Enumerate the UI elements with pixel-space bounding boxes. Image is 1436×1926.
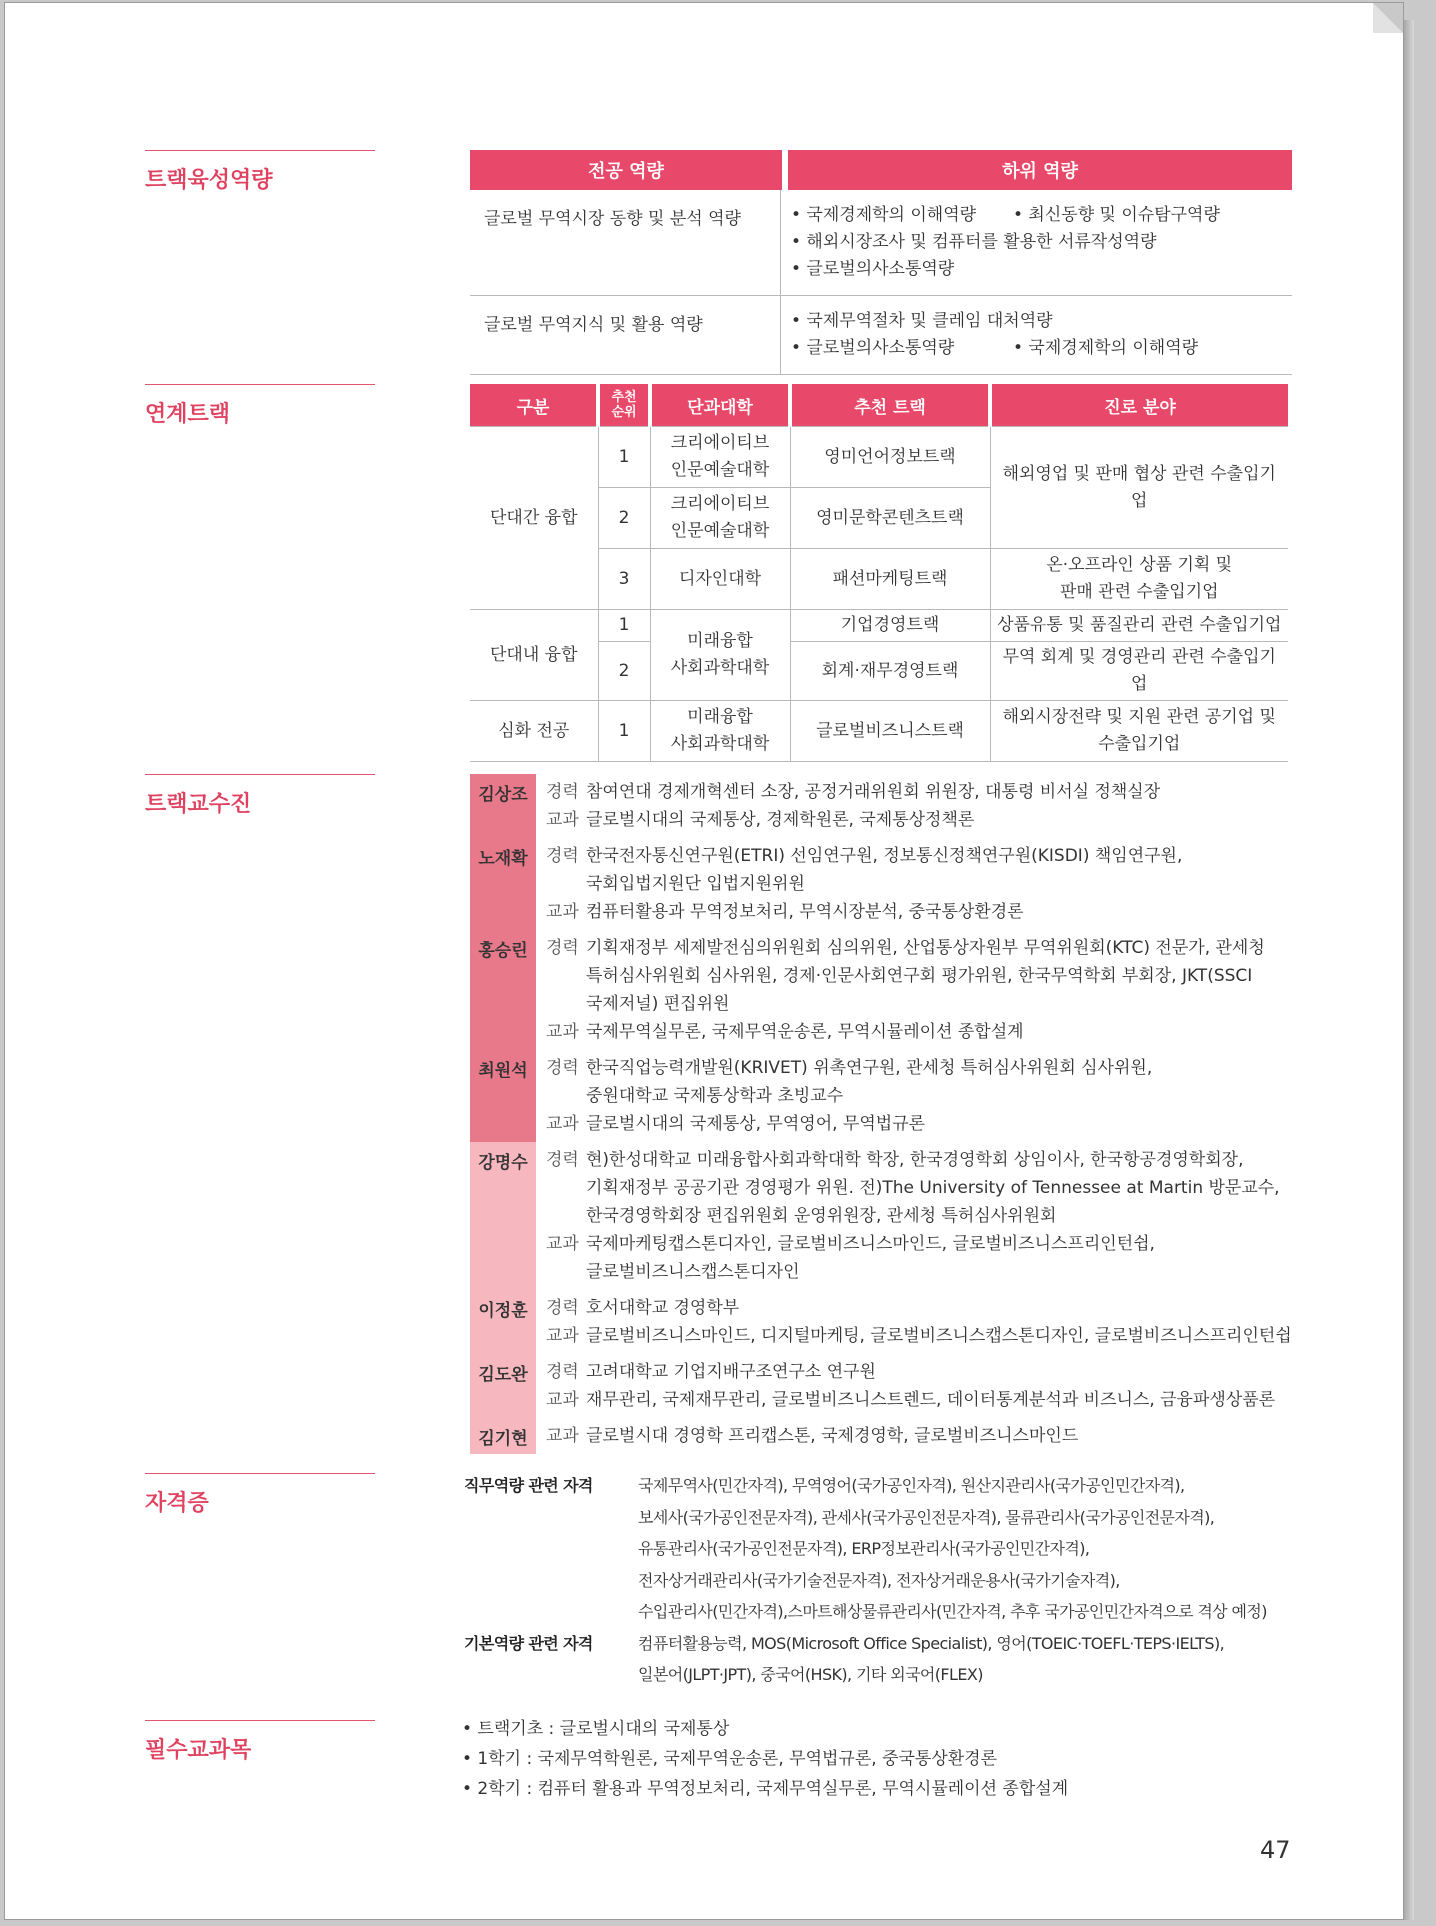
required-course-list bbox=[462, 1714, 1068, 1804]
faculty-line-tag: 교과 bbox=[546, 1234, 579, 1254]
faculty-name: 노재확 bbox=[470, 838, 536, 930]
header-career: 진로 분야 bbox=[990, 384, 1288, 427]
header-track: 추천 트랙 bbox=[790, 384, 990, 427]
career-cell: 상품유통 및 품질관리 관련 수출입기업 bbox=[990, 610, 1288, 642]
sub-competency-item: • 국제무역절차 및 클레임 대처역량 bbox=[791, 311, 1053, 331]
faculty-line-tag: 경력 bbox=[546, 782, 579, 802]
track-cell: 기업경영트랙 bbox=[790, 610, 990, 642]
faculty-line-tag: 교과 bbox=[546, 1326, 579, 1346]
page-number: 47 bbox=[1260, 1836, 1291, 1864]
faculty-line-tag: 교과 bbox=[546, 1390, 579, 1410]
link-track-table bbox=[470, 384, 1288, 762]
competency-row bbox=[470, 190, 1292, 296]
competency-table bbox=[470, 150, 1292, 375]
section-title-link-track: 연계트랙 bbox=[145, 384, 375, 428]
college-cell: 크리에이티브 인문예술대학 bbox=[650, 427, 790, 488]
career-cell: 해외시장전략 및 지원 관련 공기업 및 수출입기업 bbox=[990, 701, 1288, 762]
sub-competency-list bbox=[780, 190, 1292, 295]
rank-cell: 2 bbox=[598, 642, 650, 701]
faculty-line-text: 글로벌시대의 국제통상, 무역영어, 무역법규론 bbox=[586, 1114, 926, 1134]
faculty-entry bbox=[470, 1290, 1300, 1354]
faculty-line-tag: 경력 bbox=[546, 1058, 579, 1078]
faculty-line-tag: 경력 bbox=[546, 938, 579, 958]
faculty-entry bbox=[470, 838, 1300, 930]
faculty-name: 최원석 bbox=[470, 1050, 536, 1142]
faculty-line-tag: 경력 bbox=[546, 846, 579, 866]
faculty-entry bbox=[470, 1354, 1300, 1418]
faculty-line-text: 재무관리, 국제재무관리, 글로벌비즈니스트렌드, 데이터통계분석과 비즈니스, 금융파생상품론 bbox=[586, 1390, 1276, 1410]
competency-row bbox=[470, 296, 1292, 375]
certificate-line: 전자상거래관리사(국가기술전문자격), 전자상거래운용사(국가기술자격), bbox=[638, 1570, 1120, 1590]
faculty-line-text: 컴퓨터활용과 무역정보처리, 무역시장분석, 중국통상환경론 bbox=[586, 902, 1024, 922]
faculty-line-tag: 경력 bbox=[546, 1298, 579, 1318]
certificate-line: 보세사(국가공인전문자격), 관세사(국가공인전문자격), 물류관리사(국가공인전문자격), bbox=[638, 1507, 1215, 1527]
sub-competency-list bbox=[780, 296, 1292, 374]
faculty-line-text: 한국전자통신연구원(ETRI) 선임연구원, 정보통신정책연구원(KISDI) 책임연구원, 국회입법지원단 입법지원위원 bbox=[586, 846, 1183, 894]
faculty-line-text: 글로벌비즈니스마인드, 디지털마케팅, 글로벌비즈니스캡스톤디자인, 글로벌비즈니스프리인턴쉽 bbox=[586, 1326, 1292, 1346]
faculty-entry bbox=[470, 1050, 1300, 1142]
faculty-line-tag: 교과 bbox=[546, 810, 579, 830]
section-title-certificates: 자격증 bbox=[145, 1473, 375, 1517]
rank-cell: 2 bbox=[598, 488, 650, 549]
sub-competency-item: • 최신동향 및 이슈탐구역량 bbox=[1013, 205, 1220, 225]
faculty-line-text: 글로벌시대의 국제통상, 경제학원론, 국제통상정책론 bbox=[586, 810, 975, 830]
competency-header-major: 전공 역량 bbox=[470, 150, 782, 190]
major-competency: 글로벌 무역시장 동향 및 분석 역량 bbox=[484, 209, 741, 229]
certificate-line: 유통관리사(국가공인전문자격), ERP정보관리사(국가공인민간자격), bbox=[638, 1539, 1090, 1558]
career-cell: 온·오프라인 상품 기획 및 판매 관련 수출입기업 bbox=[990, 549, 1288, 610]
track-cell: 패션마케팅트랙 bbox=[790, 549, 990, 610]
college-cell: 디자인대학 bbox=[650, 549, 790, 610]
college-cell: 미래융합 사회과학대학 bbox=[650, 701, 790, 762]
faculty-line-tag: 경력 bbox=[546, 1362, 579, 1382]
faculty-line-text: 국제무역실무론, 국제무역운송론, 무역시뮬레이션 종합설계 bbox=[586, 1022, 1024, 1042]
faculty-entry bbox=[470, 774, 1300, 838]
faculty-line-text: 국제마케팅캡스톤디자인, 글로벌비즈니스마인드, 글로벌비즈니스프리인턴쉽, 글로벌비즈니스캡스톤디자인 bbox=[586, 1234, 1155, 1282]
section-title-required: 필수교과목 bbox=[145, 1720, 375, 1764]
faculty-name: 김도완 bbox=[470, 1354, 536, 1418]
sub-competency-item: • 글로벌의사소통역량 bbox=[791, 259, 955, 279]
certificate-line: 국제무역사(민간자격), 무역영어(국가공인자격), 원산지관리사(국가공인민간자격), bbox=[638, 1476, 1185, 1495]
faculty-entry bbox=[470, 1418, 1300, 1454]
faculty-entry bbox=[470, 1142, 1300, 1290]
required-course-item: • 1학기 : 국제무역학원론, 국제무역운송론, 무역법규론, 중국통상환경론 bbox=[462, 1749, 998, 1769]
college-cell: 크리에이티브 인문예술대학 bbox=[650, 488, 790, 549]
certificate-group bbox=[464, 1628, 1328, 1691]
required-course-item: • 2학기 : 컴퓨터 활용과 무역정보처리, 국제무역실무론, 무역시뮬레이션 종합설계 bbox=[462, 1779, 1069, 1799]
sub-competency-item: • 국제경제학의 이해역량 bbox=[791, 205, 977, 225]
faculty-line-text: 고려대학교 기업지배구조연구소 연구원 bbox=[586, 1362, 876, 1382]
group-intra-college: 단대내 융합 bbox=[470, 610, 598, 701]
group-deep-major: 심화 전공 bbox=[470, 701, 598, 762]
faculty-line-text: 호서대학교 경영학부 bbox=[586, 1298, 740, 1318]
competency-header-sub: 하위 역량 bbox=[788, 150, 1292, 190]
certificate-group-label: 직무역량 관련 자격 bbox=[464, 1476, 593, 1495]
rank-cell: 1 bbox=[598, 610, 650, 642]
page-stack-edge bbox=[1404, 20, 1414, 1920]
page-fold-corner bbox=[1373, 3, 1403, 33]
group-inter-college: 단대간 융합 bbox=[470, 427, 598, 610]
header-college: 단과대학 bbox=[650, 384, 790, 427]
certificate-list bbox=[464, 1470, 1328, 1691]
faculty-name: 김기현 bbox=[470, 1418, 536, 1454]
faculty-line-text: 한국직업능력개발원(KRIVET) 위촉연구원, 관세청 특허심사위원회 심사위원, 중원대학교 국제통상학과 초빙교수 bbox=[586, 1058, 1153, 1106]
faculty-name: 김상조 bbox=[470, 774, 536, 838]
certificate-group-label: 기본역량 관련 자격 bbox=[464, 1633, 593, 1653]
faculty-line-tag: 교과 bbox=[546, 1114, 579, 1134]
certificate-group bbox=[464, 1470, 1328, 1628]
sub-competency-item: • 국제경제학의 이해역량 bbox=[1013, 338, 1199, 358]
faculty-line-text: 글로벌시대 경영학 프리캡스톤, 국제경영학, 글로벌비즈니스마인드 bbox=[586, 1426, 1079, 1446]
rank-cell: 3 bbox=[598, 549, 650, 610]
faculty-line-text: 현)한성대학교 미래융합사회과학대학 학장, 한국경영학회 상임이사, 한국항공경영학회장, 기획재정부 공공기관 경영평가 위원. 전)The University of Tennessee at Martin 방문교수, 한국경영학회장 편집위원회 운영위원장, 관세청 특허심사위원회 bbox=[586, 1150, 1280, 1226]
faculty-line-tag: 교과 bbox=[546, 1022, 579, 1042]
required-course-item: • 트랙기초 : 글로벌시대의 국제통상 bbox=[462, 1719, 730, 1739]
certificate-line: 수입관리사(민간자격),스마트해상물류관리사(민간자격, 추후 국가공인민간자격으로 격상 예정) bbox=[638, 1602, 1267, 1621]
track-cell: 영미문학콘텐츠트랙 bbox=[790, 488, 990, 549]
faculty-name: 홍승린 bbox=[470, 930, 536, 1050]
section-title-competency: 트랙육성역량 bbox=[145, 150, 375, 194]
faculty-line-text: 기획재정부 세제발전심의위원회 심의위원, 산업통상자원부 무역위원회(KTC) 전문가, 관세청 특허심사위원회 심사위원, 경제·인문사회연구회 평가위원, 한국무역학회 부회장, JKT(SSCI 국제저널) 편집위원 bbox=[586, 938, 1265, 1014]
section-title-faculty: 트랙교수진 bbox=[145, 774, 375, 818]
certificate-line: 일본어(JLPT·JPT), 중국어(HSK), 기타 외국어(FLEX) bbox=[638, 1665, 983, 1684]
faculty-line-tag: 교과 bbox=[546, 902, 579, 922]
rank-cell: 1 bbox=[598, 427, 650, 488]
track-cell: 글로벌비즈니스트랙 bbox=[790, 701, 990, 762]
faculty-name: 강명수 bbox=[470, 1142, 536, 1290]
track-cell: 영미언어정보트랙 bbox=[790, 427, 990, 488]
header-category: 구분 bbox=[470, 384, 598, 427]
college-cell: 미래융합 사회과학대학 bbox=[650, 610, 790, 701]
career-cell: 해외영업 및 판매 협상 관련 수출입기업 bbox=[990, 427, 1288, 549]
faculty-line-tag: 경력 bbox=[546, 1150, 579, 1170]
track-cell: 회계·재무경영트랙 bbox=[790, 642, 990, 701]
faculty-line-tag: 교과 bbox=[546, 1426, 579, 1446]
career-cell: 무역 회계 및 경영관리 관련 수출입기업 bbox=[990, 642, 1288, 701]
rank-cell: 1 bbox=[598, 701, 650, 762]
faculty-line-text: 참여연대 경제개혁센터 소장, 공정거래위원회 위원장, 대통령 비서실 정책실장 bbox=[586, 782, 1161, 802]
faculty-entry bbox=[470, 930, 1300, 1050]
header-rank: 추천 순위 bbox=[598, 384, 650, 427]
sub-competency-item: • 글로벌의사소통역량 bbox=[791, 338, 955, 358]
sub-competency-item: • 해외시장조사 및 컴퓨터를 활용한 서류작성역량 bbox=[791, 232, 1157, 252]
faculty-name: 이정훈 bbox=[470, 1290, 536, 1354]
major-competency: 글로벌 무역지식 및 활용 역량 bbox=[484, 315, 703, 335]
certificate-line: 컴퓨터활용능력, MOS(Microsoft Office Specialist), 영어(TOEIC·TOEFL·TEPS·IELTS), bbox=[638, 1633, 1225, 1653]
faculty-list bbox=[470, 774, 1300, 1454]
